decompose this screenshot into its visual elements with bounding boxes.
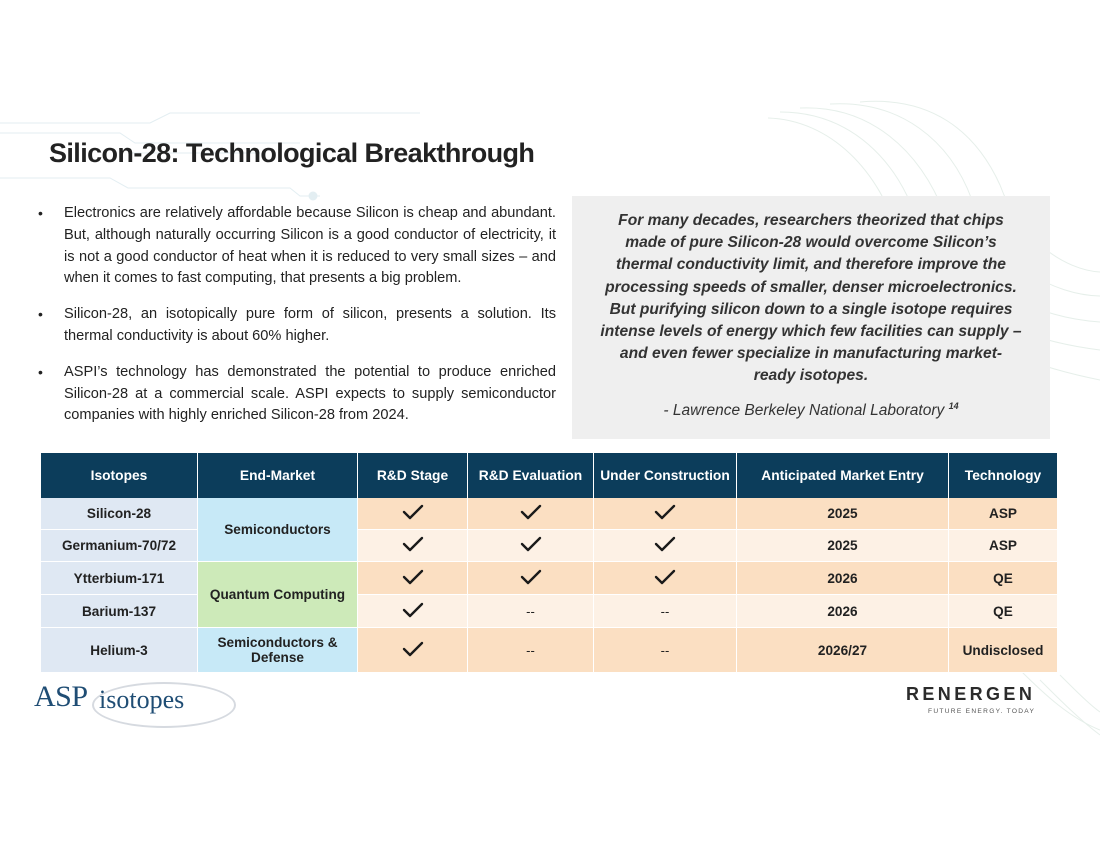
market-cell-quantum-computing: Quantum Computing — [198, 562, 358, 628]
market-entry-cell: 2025 — [737, 530, 949, 562]
renergen-tagline: FUTURE ENERGY. TODAY — [928, 708, 1036, 715]
market-entry-cell: 2026 — [737, 595, 949, 628]
asp-isotopes-logo — [32, 676, 207, 726]
check-icon — [654, 569, 676, 588]
isotope-cell: Silicon-28 — [41, 498, 198, 530]
market-entry-cell: 2026/27 — [737, 628, 949, 673]
table-row — [41, 562, 1058, 595]
dash-text: -- — [660, 642, 670, 658]
rd-stage-cell — [358, 595, 468, 628]
isotope-cell: Helium-3 — [41, 628, 198, 673]
slide-title: Silicon-28: Technological Breakthrough — [49, 138, 535, 168]
rd-eval-cell — [468, 562, 594, 595]
rd-eval-cell — [468, 530, 594, 562]
isotope-cell: Germanium-70/72 — [41, 530, 198, 562]
rd-eval-cell — [468, 498, 594, 530]
bullet-list — [36, 203, 556, 441]
check-icon — [402, 602, 424, 621]
bullet-icon: • — [38, 306, 43, 323]
logo-isotopes-word: isotopes — [99, 685, 185, 714]
check-icon — [402, 569, 424, 588]
market-entry-cell: 2026 — [737, 562, 949, 595]
table-row — [41, 628, 1058, 673]
check-icon — [654, 504, 676, 523]
check-icon — [520, 504, 542, 523]
bullet-text: ASPI’s technology has demonstrated the potential to produce enriched Silicon-28 at a commercial scale. ASPI expects to supply semiconductor companies with highly enriched Silicon-28 from 2024. — [64, 363, 556, 424]
rd-eval-cell — [468, 628, 594, 673]
check-icon — [520, 569, 542, 588]
check-icon — [402, 504, 424, 523]
dash-text: -- — [526, 603, 535, 619]
rd-stage-cell — [358, 530, 468, 562]
header-end-market: End-Market — [198, 453, 358, 498]
bullet-icon: • — [38, 205, 43, 221]
quote-text: For many decades, researchers theorized that chips made of pure Silicon-28 would overcome Silicon’s thermal conductivity limit, and therefore improve the processing speeds of smaller, denser microelectronics. But purifying silicon down to a single isotope requires intense levels of energy which few facilities can supply – and even fewer specialize in manufacturing market-ready isotopes. — [600, 212, 1022, 385]
table-row — [41, 595, 1058, 628]
header-technology: Technology — [949, 453, 1058, 498]
isotope-table — [41, 453, 1058, 673]
dash-text: -- — [526, 642, 535, 658]
rd-stage-cell — [358, 628, 468, 673]
table-row — [41, 530, 1058, 562]
technology-cell: QE — [949, 595, 1058, 628]
logo-asp-word: ASP — [34, 680, 88, 713]
construction-cell — [594, 530, 737, 562]
isotope-cell: Ytterbium-171 — [41, 562, 198, 595]
dash-text: -- — [660, 603, 670, 619]
technology-cell: QE — [949, 562, 1058, 595]
construction-cell — [594, 498, 737, 530]
bullet-item — [36, 362, 556, 427]
header-rd-evaluation: R&D Evaluation — [468, 453, 594, 498]
bullet-text: Silicon-28, an isotopically pure form of silicon, presents a solution. Its thermal conductivity is about 60% higher. — [64, 306, 556, 344]
check-icon — [654, 536, 676, 555]
market-entry-cell: 2025 — [737, 498, 949, 530]
rd-eval-cell — [468, 595, 594, 628]
market-cell-semiconductors: Semiconductors — [198, 498, 358, 562]
isotope-cell: Barium-137 — [41, 595, 198, 628]
renergen-logo — [906, 684, 1036, 718]
header-isotopes: Isotopes — [41, 453, 198, 498]
check-icon — [520, 536, 542, 555]
check-icon — [402, 536, 424, 555]
construction-cell — [594, 595, 737, 628]
bullet-text: Electronics are relatively affordable because Silicon is cheap and abundant. But, although naturally occurring Silicon is a good conductor of electricity, it is not a good conductor of heat when it is reduced to very small sizes – and when it comes to fast computing, that presents a big problem. — [64, 205, 556, 287]
renergen-name: RENERGEN — [906, 684, 1036, 704]
footnote-marker: 14 — [948, 401, 959, 411]
construction-cell — [594, 628, 737, 673]
header-market-entry: Anticipated Market Entry — [737, 453, 949, 498]
quote-attribution — [572, 401, 1050, 420]
rd-stage-cell — [358, 562, 468, 595]
technology-cell: Undisclosed — [949, 628, 1058, 673]
rd-stage-cell — [358, 498, 468, 530]
header-under-construction: Under Construction — [594, 453, 737, 498]
table-row — [41, 498, 1058, 530]
bullet-icon: • — [38, 363, 43, 380]
header-rd-stage: R&D Stage — [358, 453, 468, 498]
market-cell-semiconductors-defense: Semiconductors & Defense — [198, 628, 358, 673]
bullet-item — [36, 304, 556, 348]
table-header-row — [41, 453, 1058, 498]
quote-box — [572, 196, 1050, 439]
technology-cell: ASP — [949, 530, 1058, 562]
technology-cell: ASP — [949, 498, 1058, 530]
construction-cell — [594, 562, 737, 595]
bullet-item — [36, 203, 556, 290]
check-icon — [402, 641, 424, 660]
quote-source: - Lawrence Berkeley National Laboratory — [663, 402, 945, 420]
